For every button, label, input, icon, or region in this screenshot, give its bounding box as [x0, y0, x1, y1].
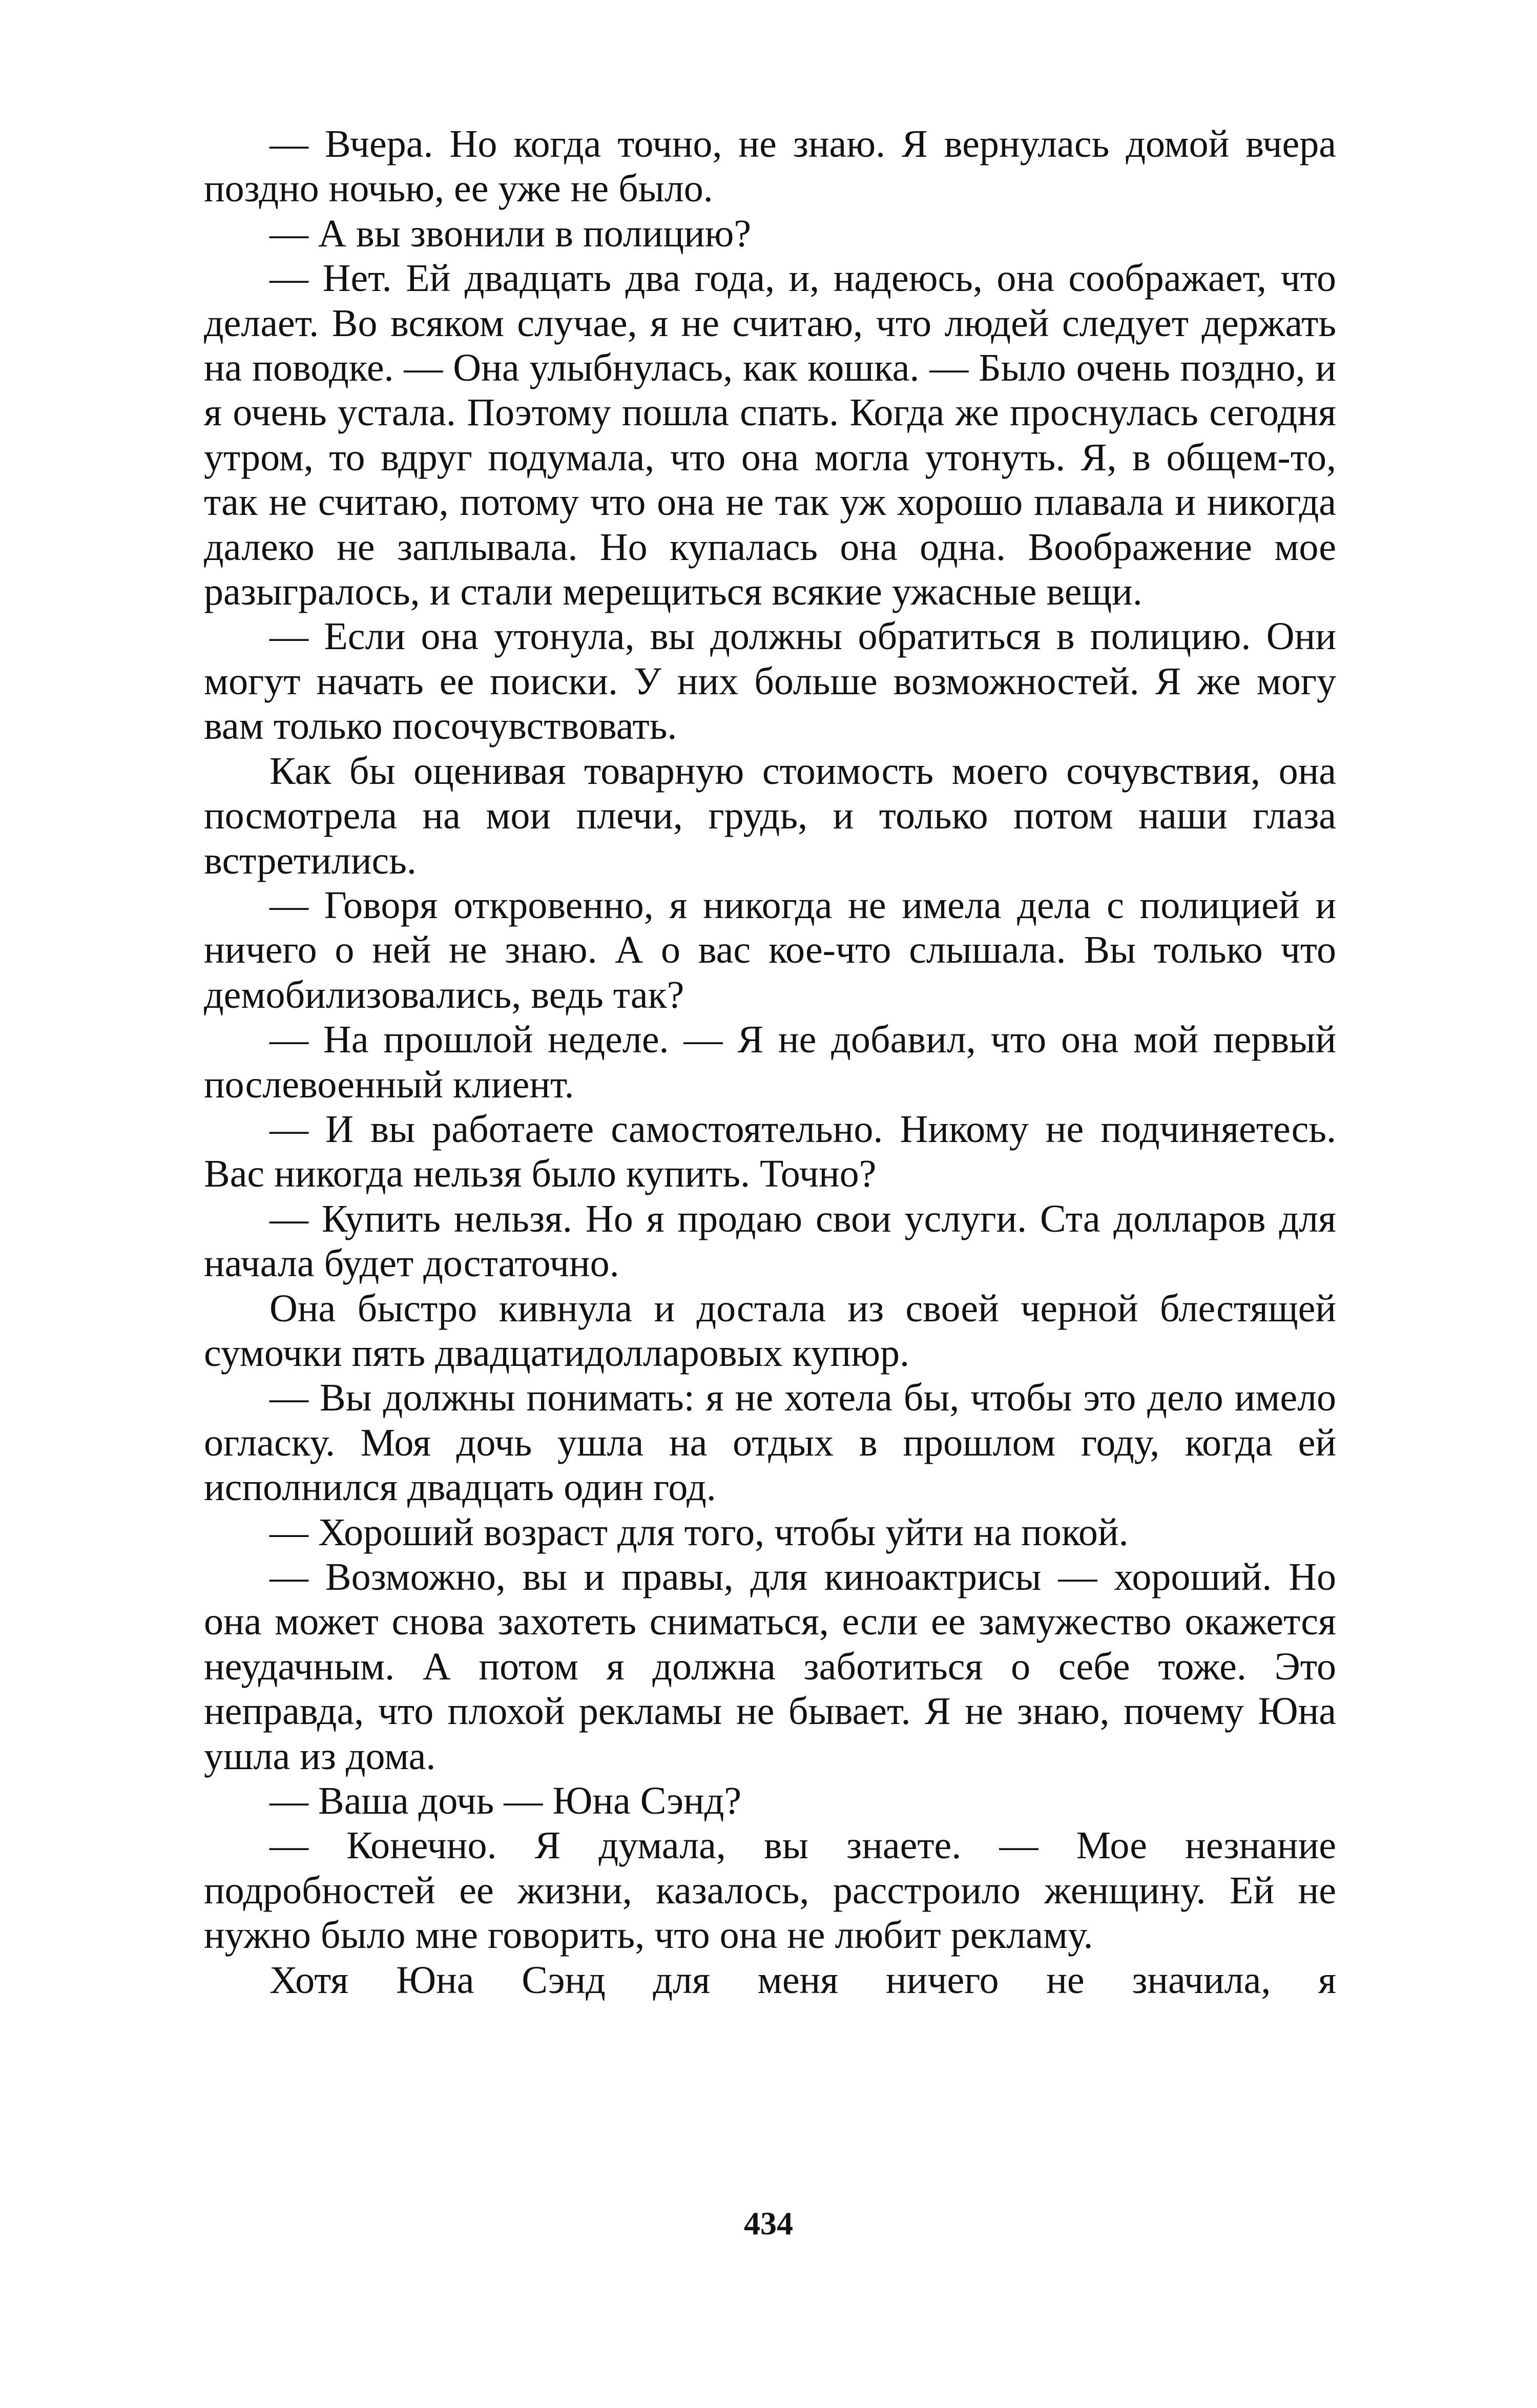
- paragraph: — Хороший возраст для того, чтобы уйти на покой.: [269, 1510, 1129, 1554]
- paragraph: — Вчера. Но когда точно, не знаю. Я вернулась домой вчера поздно ночью, ее уже не было.: [204, 122, 1336, 211]
- paragraph: — Нет. Ей двадцать два года, и, надеюсь, она соображает, что делает. Во всяком случае, я не считаю, что людей следует держать на поводке. — Она улыбнулась, как кошка. — Было очень поздно, и я очень устала. Поэтому пошла спать. Когда же проснулась сегодня утром, то вдруг подумала, что она могла утонуть. Я, в общем-то, так не считаю, потому что она не так уж хорошо плавала и никогда далеко не заплывала. Но купалась она одна. Воображение мое разыгралось, и стали мерещиться всякие ужасные вещи.: [204, 257, 1336, 614]
- paragraph: — Купить нельзя. Но я продаю свои услуги. Ста долларов для начала будет достаточно.: [204, 1197, 1336, 1285]
- paragraph: Она быстро кивнула и достала из своей черной блестящей сумочки пять двадцатидолларовых купюр.: [204, 1286, 1336, 1375]
- paragraph: Хотя Юна Сэнд для меня ничего не значила, я: [269, 1958, 1336, 2002]
- paragraph: Как бы оценивая товарную стоимость моего сочувствия, она посмотрела на мои плечи, грудь, и только потом наши глаза встретились.: [204, 749, 1336, 882]
- page-text: [204, 122, 1336, 2003]
- page-number: 434: [744, 2205, 793, 2241]
- paragraph: — На прошлой неделе. — Я не добавил, что она мой первый послевоенный клиент.: [204, 1018, 1336, 1106]
- paragraph: — А вы звонили в полицию?: [269, 212, 752, 255]
- paragraph: — Возможно, вы и правы, для киноактрисы — хороший. Но она может снова захотеть сниматься, если ее замужество окажется неудачным. А потом я должна заботиться о себе тоже. Это неправда, что плохой рекламы не бывает. Я не знаю, почему Юна ушла из дома.: [204, 1555, 1336, 1778]
- paragraph: — Вы должны понимать: я не хотела бы, чтобы это дело имело огласку. Моя дочь ушла на отдых в прошлом году, когда ей исполнился двадцать один год.: [204, 1376, 1336, 1509]
- paragraph: — Если она утонула, вы должны обратиться в полицию. Они могут начать ее поиски. У них больше возможностей. Я же могу вам только посочувствовать.: [204, 615, 1336, 748]
- paragraph: — Конечно. Я думала, вы знаете. — Мое незнание подробностей ее жизни, казалось, расстроило женщину. Ей не нужно было мне говорить, что она не любит рекламу.: [204, 1824, 1336, 1957]
- paragraph: — И вы работаете самостоятельно. Никому не подчиняетесь. Вас никогда нельзя было купить. Точно?: [204, 1107, 1336, 1196]
- paragraph: — Говоря откровенно, я никогда не имела дела с полицией и ничего о ней не знаю. А о вас кое-что слышала. Вы только что демобилизовались, ведь так?: [204, 883, 1336, 1016]
- paragraph: — Ваша дочь — Юна Сэнд?: [269, 1779, 742, 1823]
